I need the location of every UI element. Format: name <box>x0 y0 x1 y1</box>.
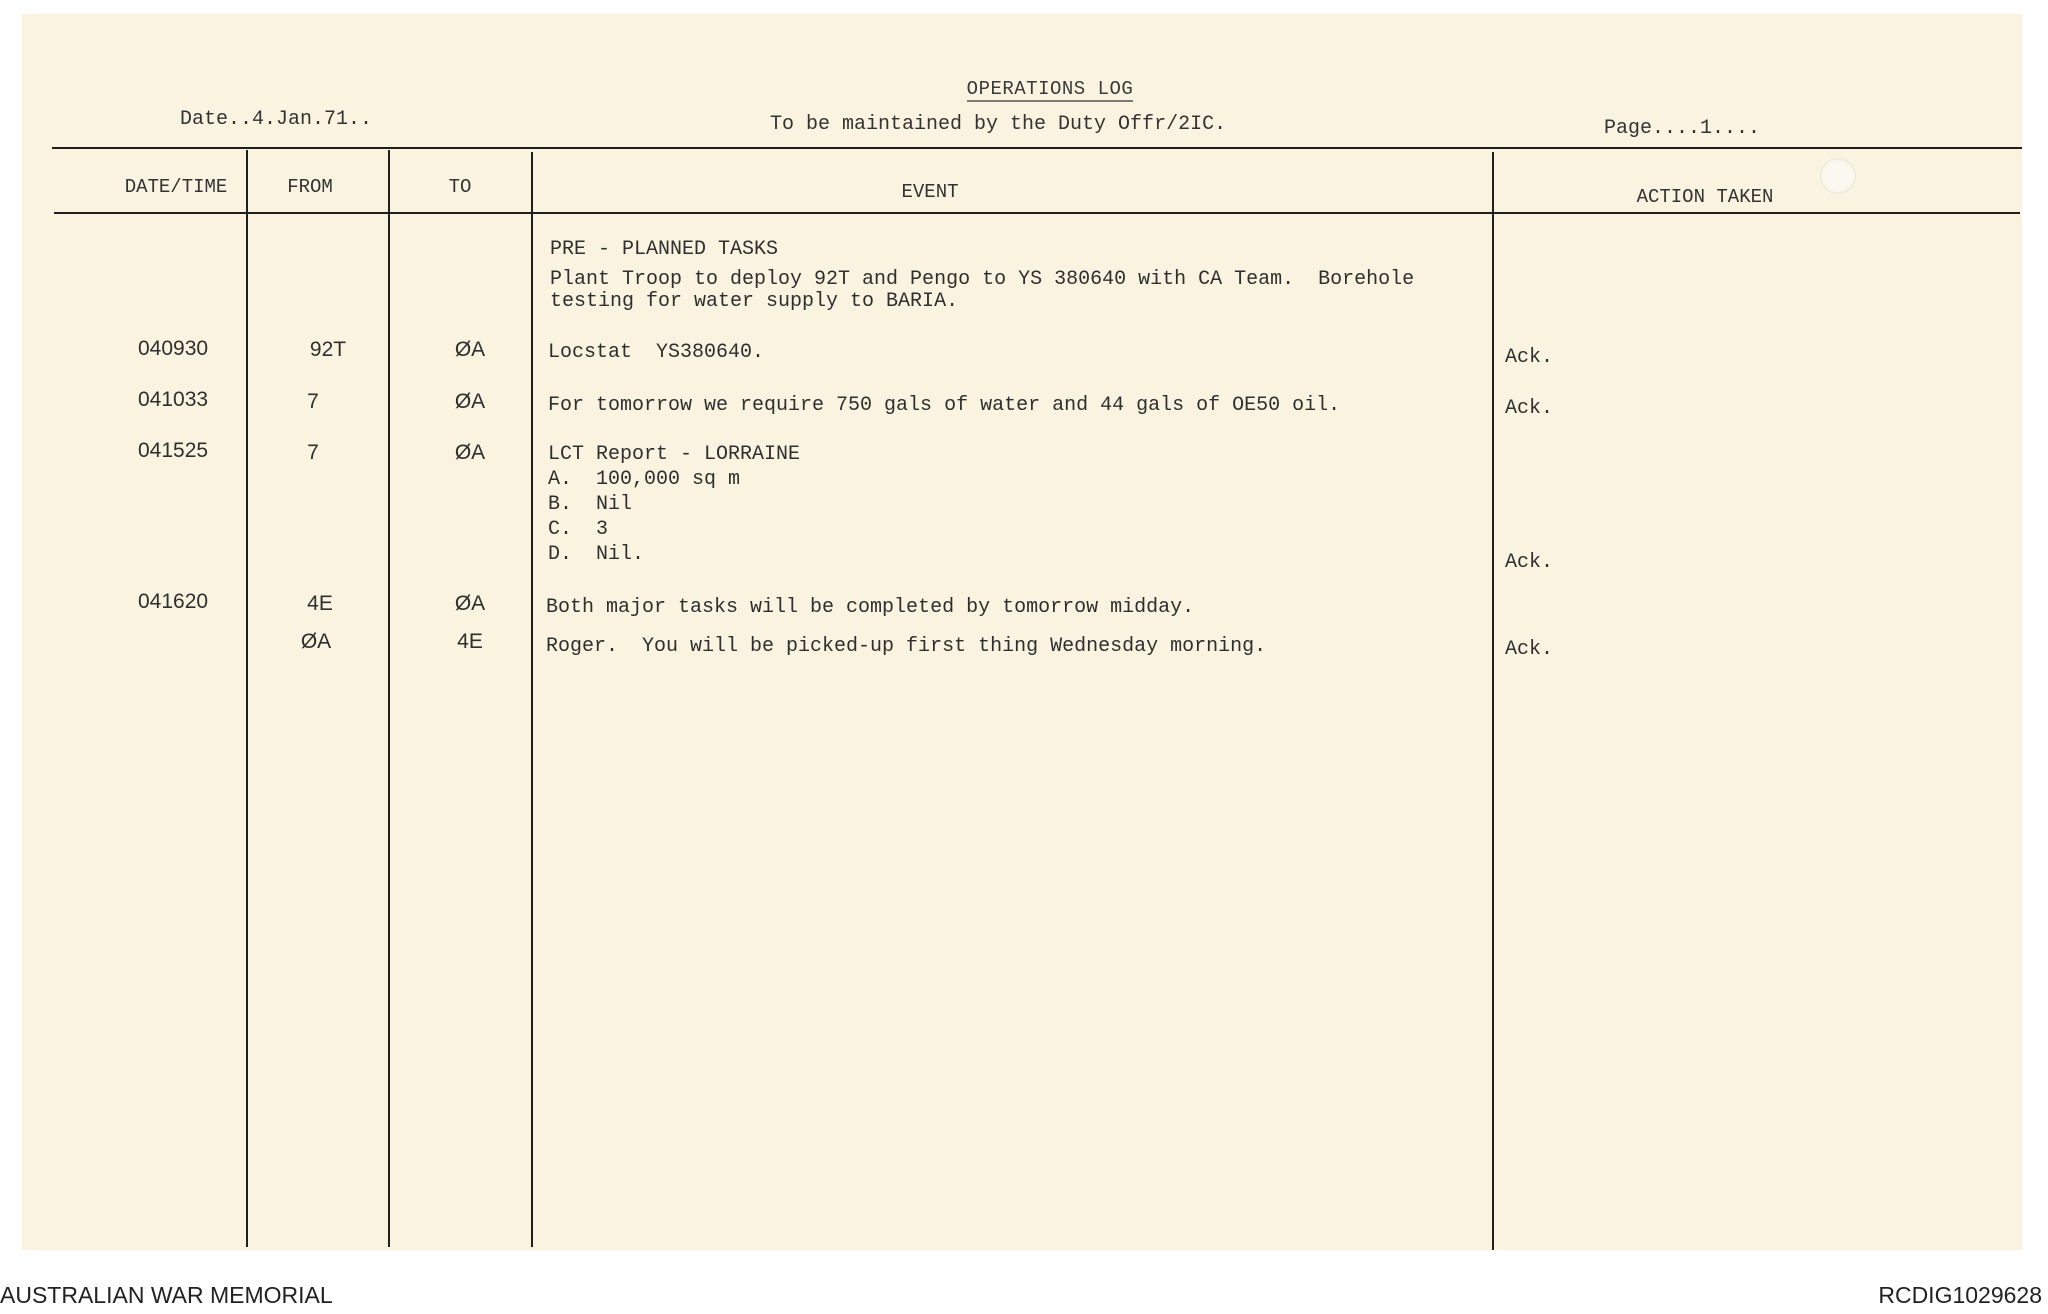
entry-from: 92T <box>309 338 347 361</box>
action-text: Ack. <box>1505 551 1554 574</box>
table-top-rule <box>52 147 2022 149</box>
column-header-to: TO <box>448 176 472 198</box>
event-text: LCT Report - LORRAINE <box>548 443 801 466</box>
divider-to-event <box>531 152 533 1247</box>
column-header-datetime: DATE/TIME <box>124 176 228 198</box>
event-text: D. Nil. <box>548 543 645 566</box>
column-header-action: ACTION TAKEN <box>1636 186 1774 208</box>
log-title: OPERATIONS LOG <box>966 78 1134 100</box>
entry-to: ØA <box>454 338 486 361</box>
archive-credit: AUSTRALIAN WAR MEMORIAL <box>0 1282 333 1308</box>
column-header-event: EVENT <box>901 181 959 203</box>
entry-time: 041525 <box>138 439 209 462</box>
entry-from: 7 <box>307 441 319 464</box>
entry-time: 040930 <box>138 337 209 360</box>
event-text: PRE - PLANNED TASKS <box>550 238 779 261</box>
entry-time: 041620 <box>138 590 209 613</box>
event-text: C. 3 <box>548 518 609 541</box>
archive-id: RCDIG1029628 <box>1878 1282 2042 1308</box>
divider-event-action <box>1492 152 1494 1250</box>
event-text: Roger. You will be picked-up first thing Wednesday morning. <box>546 635 1267 658</box>
event-text: Both major tasks will be completed by tomorrow midday. <box>546 596 1195 619</box>
punch-hole <box>1820 158 1856 194</box>
entry-from: 4E <box>307 592 333 615</box>
divider-datetime-from <box>246 150 248 1247</box>
page-number: Page....1.... <box>1604 117 1761 140</box>
entry-to: 4E <box>457 630 483 653</box>
action-text: Ack. <box>1505 638 1554 661</box>
column-header-from: FROM <box>287 176 333 198</box>
entry-to: ØA <box>454 390 486 413</box>
header-bottom-rule <box>54 212 2020 214</box>
entry-from: ØA <box>300 630 332 653</box>
entry-time: 041033 <box>138 388 209 411</box>
event-text: B. Nil <box>548 493 633 516</box>
event-text: Locstat YS380640. <box>548 341 765 364</box>
entry-from: 7 <box>307 390 319 413</box>
event-text: testing for water supply to BARIA. <box>550 290 959 313</box>
log-date: Date..4.Jan.71.. <box>180 108 373 131</box>
entry-to: ØA <box>454 592 486 615</box>
entry-to: ØA <box>454 441 486 464</box>
maintained-by-note: To be maintained by the Duty Offr/2IC. <box>770 113 1227 136</box>
divider-from-to <box>388 150 390 1247</box>
action-text: Ack. <box>1505 397 1554 420</box>
event-text: A. 100,000 sq m <box>548 468 741 491</box>
event-text: For tomorrow we require 750 gals of water and 44 gals of OE50 oil. <box>548 394 1341 417</box>
event-text: Plant Troop to deploy 92T and Pengo to YS 380640 with CA Team. Borehole <box>550 268 1415 291</box>
action-text: Ack. <box>1505 346 1554 369</box>
